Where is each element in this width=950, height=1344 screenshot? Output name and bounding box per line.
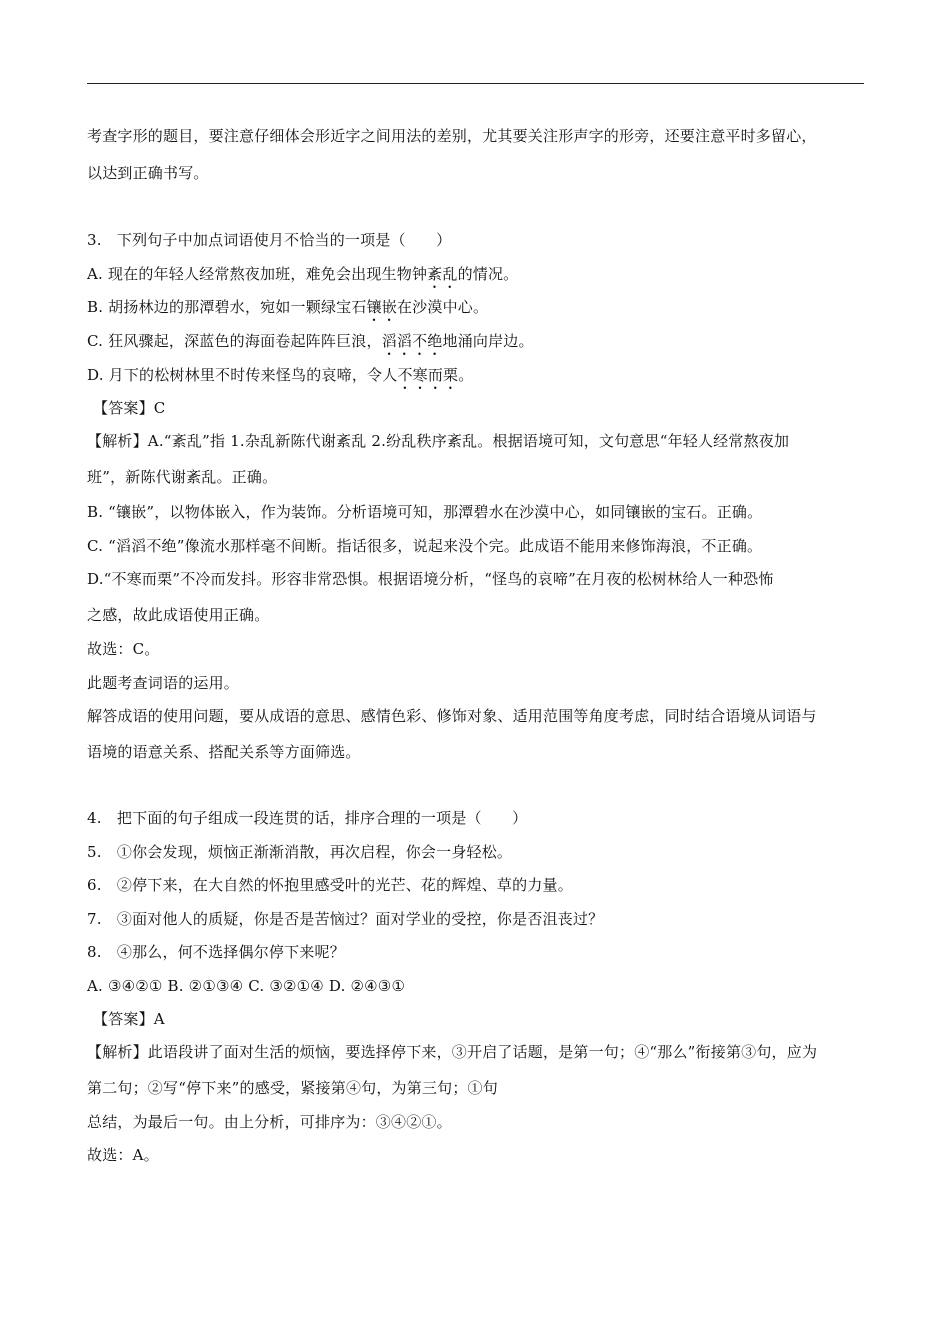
- analysis-line: 总结，为最后一句。由上分析，可排序为：③④②①。: [87, 1113, 452, 1131]
- dotted-word: 紊乱: [427, 265, 458, 283]
- analysis-line: 班”，新陈代谢紊乱。正确。: [87, 468, 278, 486]
- option-d: [87, 365, 473, 393]
- analysis-line: 此题考查词语的运用。: [87, 674, 240, 692]
- option-text: 地涌向岸边。: [442, 332, 534, 350]
- question-stem: 3. 下列句子中加点词语使月不恰当的一项是（ ）: [87, 231, 452, 249]
- answer-label: 【答案】A: [93, 1010, 165, 1028]
- analysis-line: 之感，故此成语使用正确。: [87, 606, 270, 624]
- option-c: [87, 331, 534, 359]
- analysis-line: 故选：C。: [87, 640, 160, 658]
- option-text: 的情况。: [457, 265, 519, 283]
- intro-line: 考查字形的题目，要注意仔细体会形近字之间用法的差别，尤其要关注形声字的形旁，还要注意平时多留心，: [87, 127, 817, 145]
- analysis-line: 语境的语意关系、搭配关系等方面筛选。: [87, 743, 361, 761]
- dotted-word: 滔滔不绝: [381, 332, 443, 350]
- option-text: A. 现在的年轻人经常熬夜加班，难免会出现生物钟: [87, 265, 428, 283]
- answer-label: 【答案】C: [93, 399, 166, 417]
- question-stem: 4. 把下面的句子组成一段连贯的话，排序合理的一项是（ ）: [87, 809, 528, 827]
- sentence-item: 6. ②停下来，在大自然的怀抱里感受叶的光芒、花的辉煌、草的力量。: [87, 876, 573, 894]
- dotted-word: 不寒而栗: [397, 366, 459, 384]
- analysis-line: 第二句；②写“停下来”的感受，紧接第④句，为第三句；①句: [87, 1079, 498, 1097]
- analysis-line: 解答成语的使用问题，要从成语的意思、感情色彩、修饰对象、适用范围等角度考虑，同时结合语境从词语与: [87, 707, 817, 725]
- analysis-line: 故选：A。: [87, 1146, 159, 1164]
- option-text: B. 胡扬林边的那潭碧水，宛如一颗绿宝石: [87, 298, 367, 316]
- option-text: C. 狂风骤起，深蓝色的海面卷起阵阵巨浪，: [87, 332, 382, 350]
- analysis-line: 【解析】A.“紊乱”指 1.杂乱新陈代谢紊乱 2.纷乱秩序紊乱。根据语境可知，文句意思“年轻人经常熬夜加: [87, 432, 790, 450]
- header-rule: [87, 83, 864, 84]
- sentence-item: 8. ④那么，何不选择偶尔停下来呢？: [87, 943, 345, 961]
- analysis-line: D.“不寒而栗”不冷而发抖。形容非常恐惧。根据语境分析，“怪鸟的哀啼”在月夜的松树林给人一种恐怖: [87, 570, 774, 588]
- analysis-line: B. “镶嵌”，以物体嵌入，作为装饰。分析语境可知，那潭碧水在沙漠中心，如同镶嵌的宝石。正确。: [87, 503, 763, 521]
- analysis-line: C. “滔滔不绝”像流水那样毫不间断。指话很多，说起来没个完。此成语不能用来修饰海浪，不正确。: [87, 537, 763, 555]
- option-choices: A. ③④②① B. ②①③④ C. ③②①④ D. ②④③①: [87, 977, 406, 995]
- option-text: 。: [458, 366, 474, 384]
- option-a: [87, 264, 518, 292]
- dotted-word: 镶嵌: [366, 298, 397, 316]
- sentence-item: 7. ③面对他人的质疑，你是否是苦恼过？面对学业的受控，你是否沮丧过？: [87, 910, 604, 928]
- option-text: 在沙漠中心。: [396, 298, 489, 316]
- sentence-item: 5. ①你会发现，烦恼正渐渐消散，再次启程，你会一身轻松。: [87, 843, 513, 861]
- option-b: [87, 297, 488, 325]
- analysis-line: 【解析】此语段讲了面对生活的烦恼，要选择停下来，③开启了话题，是第一句；④“那么”衔接第③句，应为: [87, 1043, 818, 1061]
- option-text: D. 月下的松树林里不时传来怪鸟的哀啼，令人: [87, 366, 398, 384]
- intro-line: 以达到正确书写。: [87, 164, 209, 182]
